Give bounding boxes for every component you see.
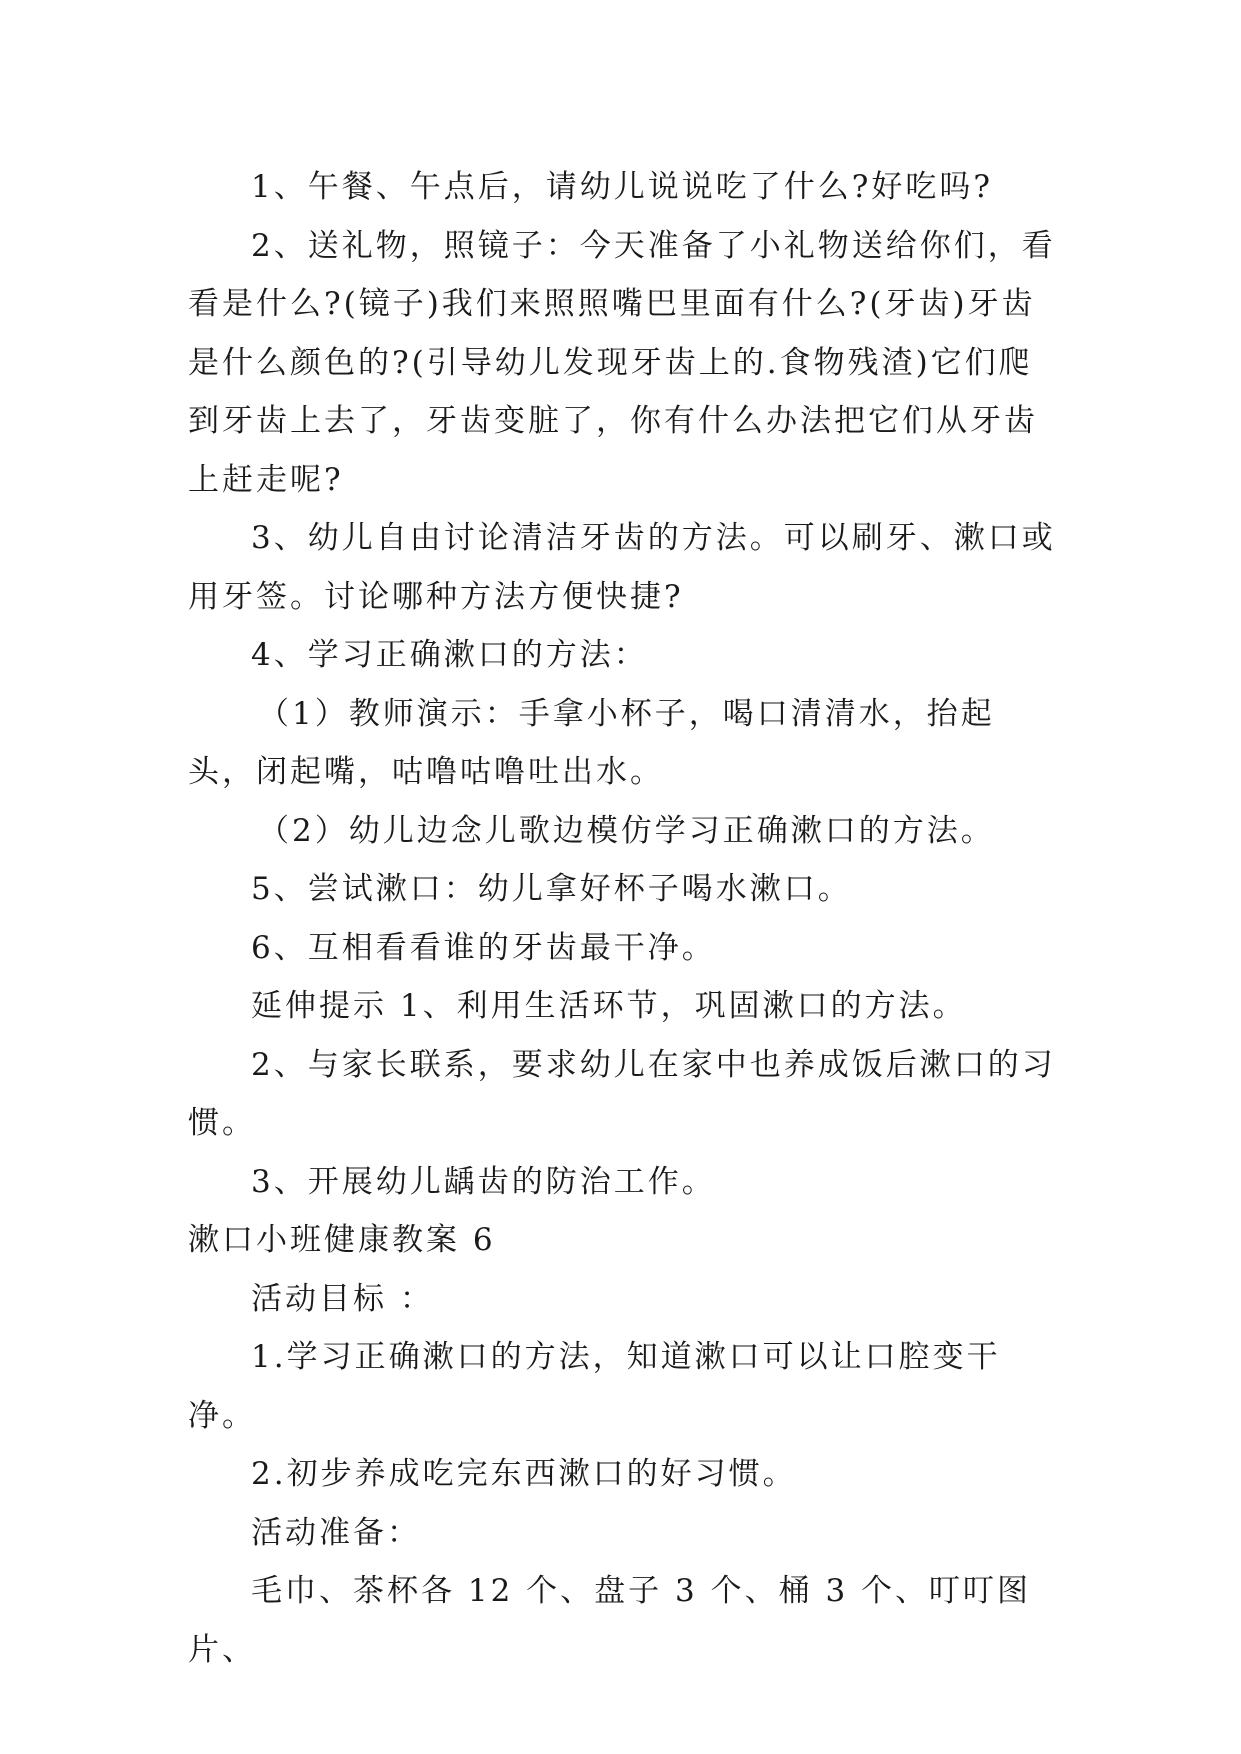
paragraph-1: 1、午餐、午点后，请幼儿说说吃了什么?好吃吗?: [251, 169, 993, 205]
paragraph-10: 2、与家长联系，要求幼儿在家中也养成饭后漱口的习惯。: [188, 1046, 1056, 1141]
paragraph-16: 活动准备：: [251, 1514, 421, 1551]
paragraph-17: 毛巾、茶杯各 12 个、盘子 3 个、桶 3 个、叮叮图片、: [188, 1573, 1032, 1668]
paragraph-2: 2、送礼物，照镜子：今天准备了小礼物送给你们，看看是什么?(镜子)我们来照照嘴巴里面有什么?(牙齿)牙齿是什么颜色的?(引导幼儿发现牙齿上的.食物残渣)它们爬到牙齿上去了，牙齿变脏了，你有什么办法把它们从牙齿上赶走呢?: [188, 227, 1056, 498]
paragraph-11: 3、开展幼儿龋齿的防治工作。: [251, 1163, 716, 1200]
paragraph-15: 2.初步养成吃完东西漱口的好习惯。: [251, 1456, 797, 1492]
section-heading: 漱口小班健康教案 6: [188, 1222, 496, 1258]
document-body: [188, 158, 1060, 1679]
paragraph-8: 6、互相看看谁的牙齿最干净。: [251, 929, 716, 966]
paragraph-14: 1.学习正确漱口的方法，知道漱口可以让口腔变干净。: [188, 1339, 1001, 1434]
paragraph-13: 活动目标 ：: [251, 1280, 434, 1317]
paragraph-7: 5、尝试漱口：幼儿拿好杯子喝水漱口。: [251, 871, 852, 907]
paragraph-9: 延伸提示 1、利用生活环节，巩固漱口的方法。: [251, 988, 967, 1024]
paragraph-5: （1）教师演示：手拿小杯子，喝口清清水，抬起头，闭起嘴，咕噜咕噜吐出水。: [188, 695, 995, 790]
paragraph-4: 4、学习正确漱口的方法：: [251, 637, 648, 673]
paragraph-3: 3、幼儿自由讨论清洁牙齿的方法。可以刷牙、漱口或用牙签。讨论哪种方法方便快捷?: [188, 520, 1056, 615]
paragraph-6: （2）幼儿边念儿歌边模仿学习正确漱口的方法。: [258, 812, 995, 849]
